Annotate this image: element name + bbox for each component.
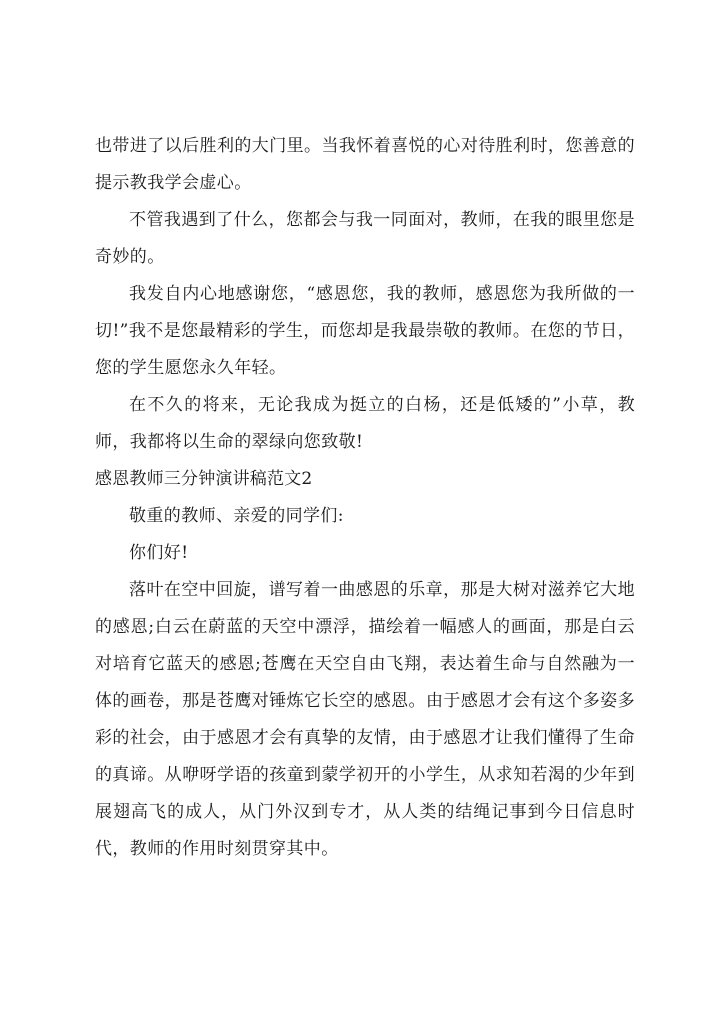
paragraph: 不管我遇到了什么，您都会与我一同面对，教师，在我的眼里您是奇妙的。 [95,210,635,267]
paragraph: 我发自内心地感谢您，“感恩您，我的教师，感恩您为我所做的一切!”我不是您最精彩的学生，而您却是我最崇敬的教师。在您的节日，您的学生愿您永久年轻。 [95,284,635,378]
greeting-line: 敬重的教师、亲爱的同学们: [129,506,344,526]
greeting-line: 你们好! [129,543,189,563]
section-title: 感恩教师三分钟演讲稿范文2 [95,469,313,489]
paragraph: 落叶在空中回旋，谱写着一曲感恩的乐章，那是大树对滋养它大地的感恩;白云在蔚蓝的天空中漂浮，描绘着一幅感人的画面，那是白云对培育它蓝天的感恩;苍鹰在天空自由飞翔，表达着生命与自然融为一体的画卷，那是苍鹰对锤炼它长空的感恩。由于感恩才会有这个多姿多彩的社会，由于感恩才会有真挚的友情，由于感恩才让我们懂得了生命的真谛。从咿呀学语的孩童到蒙学初开的小学生，从求知若渴的少年到展翅高飞的成人，从门外汉到专才，从人类的结绳记事到今日信息时代，教师的作用时刻贯穿其中。 [95,580,635,859]
paragraph: 在不久的将来，无论我成为挺立的白杨，还是低矮的”小草，教师，我都将以生命的翠绿向您致敬! [95,395,635,452]
paragraph-continuation: 也带进了以后胜利的大门里。当我怀着喜悦的心对待胜利时，您善意的提示教我学会虚心。 [95,136,635,193]
document-body [95,128,635,868]
